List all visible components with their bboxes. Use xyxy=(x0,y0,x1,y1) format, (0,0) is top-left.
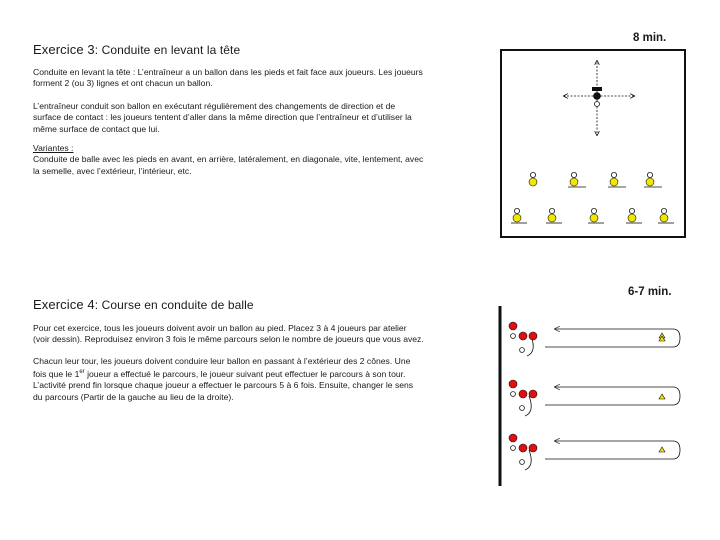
exercise4-paragraph-2-end: joueur a effectué le parcours, le joueur suivant peut effectuer le parcours à son tour. L’activité prend fin lorsque chaque joueur a effectuer le parcours 5 à 6 fois. Ensuite, changer le sens du parcours (Partir de la gauche au lieu de la droite). xyxy=(33,369,414,402)
exercise4-text xyxy=(33,323,425,403)
exercise4-paragraph-1: Pour cet exercice, tous les joueurs doivent avoir un ballon au pied. Placez 3 à 4 joueurs par atelier (voir dessin). Reproduisez environ 3 fois le même parcours selon le nombre de joueurs que vous avez. xyxy=(33,323,424,345)
players-row-1 xyxy=(529,172,662,187)
coach-marker xyxy=(592,87,602,91)
exercise3-diagram-svg xyxy=(502,51,684,236)
exercise4-paragraph-2-start: Chacun leur tour, les joueurs doivent conduire leur ballon en passant à l’extérieur des 2 cônes. Une fois que le 1 xyxy=(33,355,411,380)
player xyxy=(626,208,642,223)
player xyxy=(644,172,662,187)
exercise3-paragraph-1: Conduite en levant la tête : L’entraîneur a un ballon dans les pieds et fait face aux joueurs. Les joueurs forment 2 (ou 3) lignes et ont chacun un ballon. xyxy=(33,67,423,89)
players-row-2 xyxy=(511,208,674,223)
lane-2 xyxy=(509,380,680,416)
exercise3-variants-label: Variantes : xyxy=(33,143,74,154)
player xyxy=(511,208,527,223)
exercise4-diagram-svg xyxy=(497,300,689,490)
exercise4-title-rest: : Course en conduite de balle xyxy=(94,298,254,312)
coach-head xyxy=(595,102,600,107)
exercise3-variants-text: Conduite de balle avec les pieds en avant, en arrière, latéralement, en diagonale, vite, lentement, avec la semelle, avec l’extérieur, l’intérieur, etc. xyxy=(33,154,424,176)
player xyxy=(546,208,562,223)
coach-ball xyxy=(593,92,601,100)
exercise4-title-bold: Exercice 4 xyxy=(33,297,95,312)
player xyxy=(568,172,586,187)
exercise3-paragraph-2: L’entraîneur conduit son ballon en exécutant régulièrement des changements de direction et de surface de contact : les joueurs tentent d’aller dans la même direction que l’entraîneur et d’utiliser la même surface de contact que lui. xyxy=(33,100,412,134)
exercise4-title xyxy=(33,297,254,312)
lane-1 xyxy=(509,322,680,356)
exercise3-title xyxy=(33,42,240,57)
exercise3-diagram xyxy=(500,49,686,238)
exercise3-text xyxy=(33,67,425,177)
exercise4-duration: 6-7 min. xyxy=(628,286,672,298)
exercise4-paragraph-2-sup: er xyxy=(79,369,85,376)
exercise4-paragraph-2 xyxy=(33,356,425,403)
lane-3 xyxy=(509,434,680,470)
player xyxy=(588,208,604,223)
player xyxy=(608,172,626,187)
exercise3-title-bold: Exercice 3 xyxy=(33,42,95,57)
player xyxy=(529,172,537,186)
player xyxy=(658,208,674,223)
exercise3-duration: 8 min. xyxy=(633,32,667,44)
exercise3-title-rest: : Conduite en levant la tête xyxy=(94,43,241,57)
exercise4-diagram xyxy=(497,300,689,490)
